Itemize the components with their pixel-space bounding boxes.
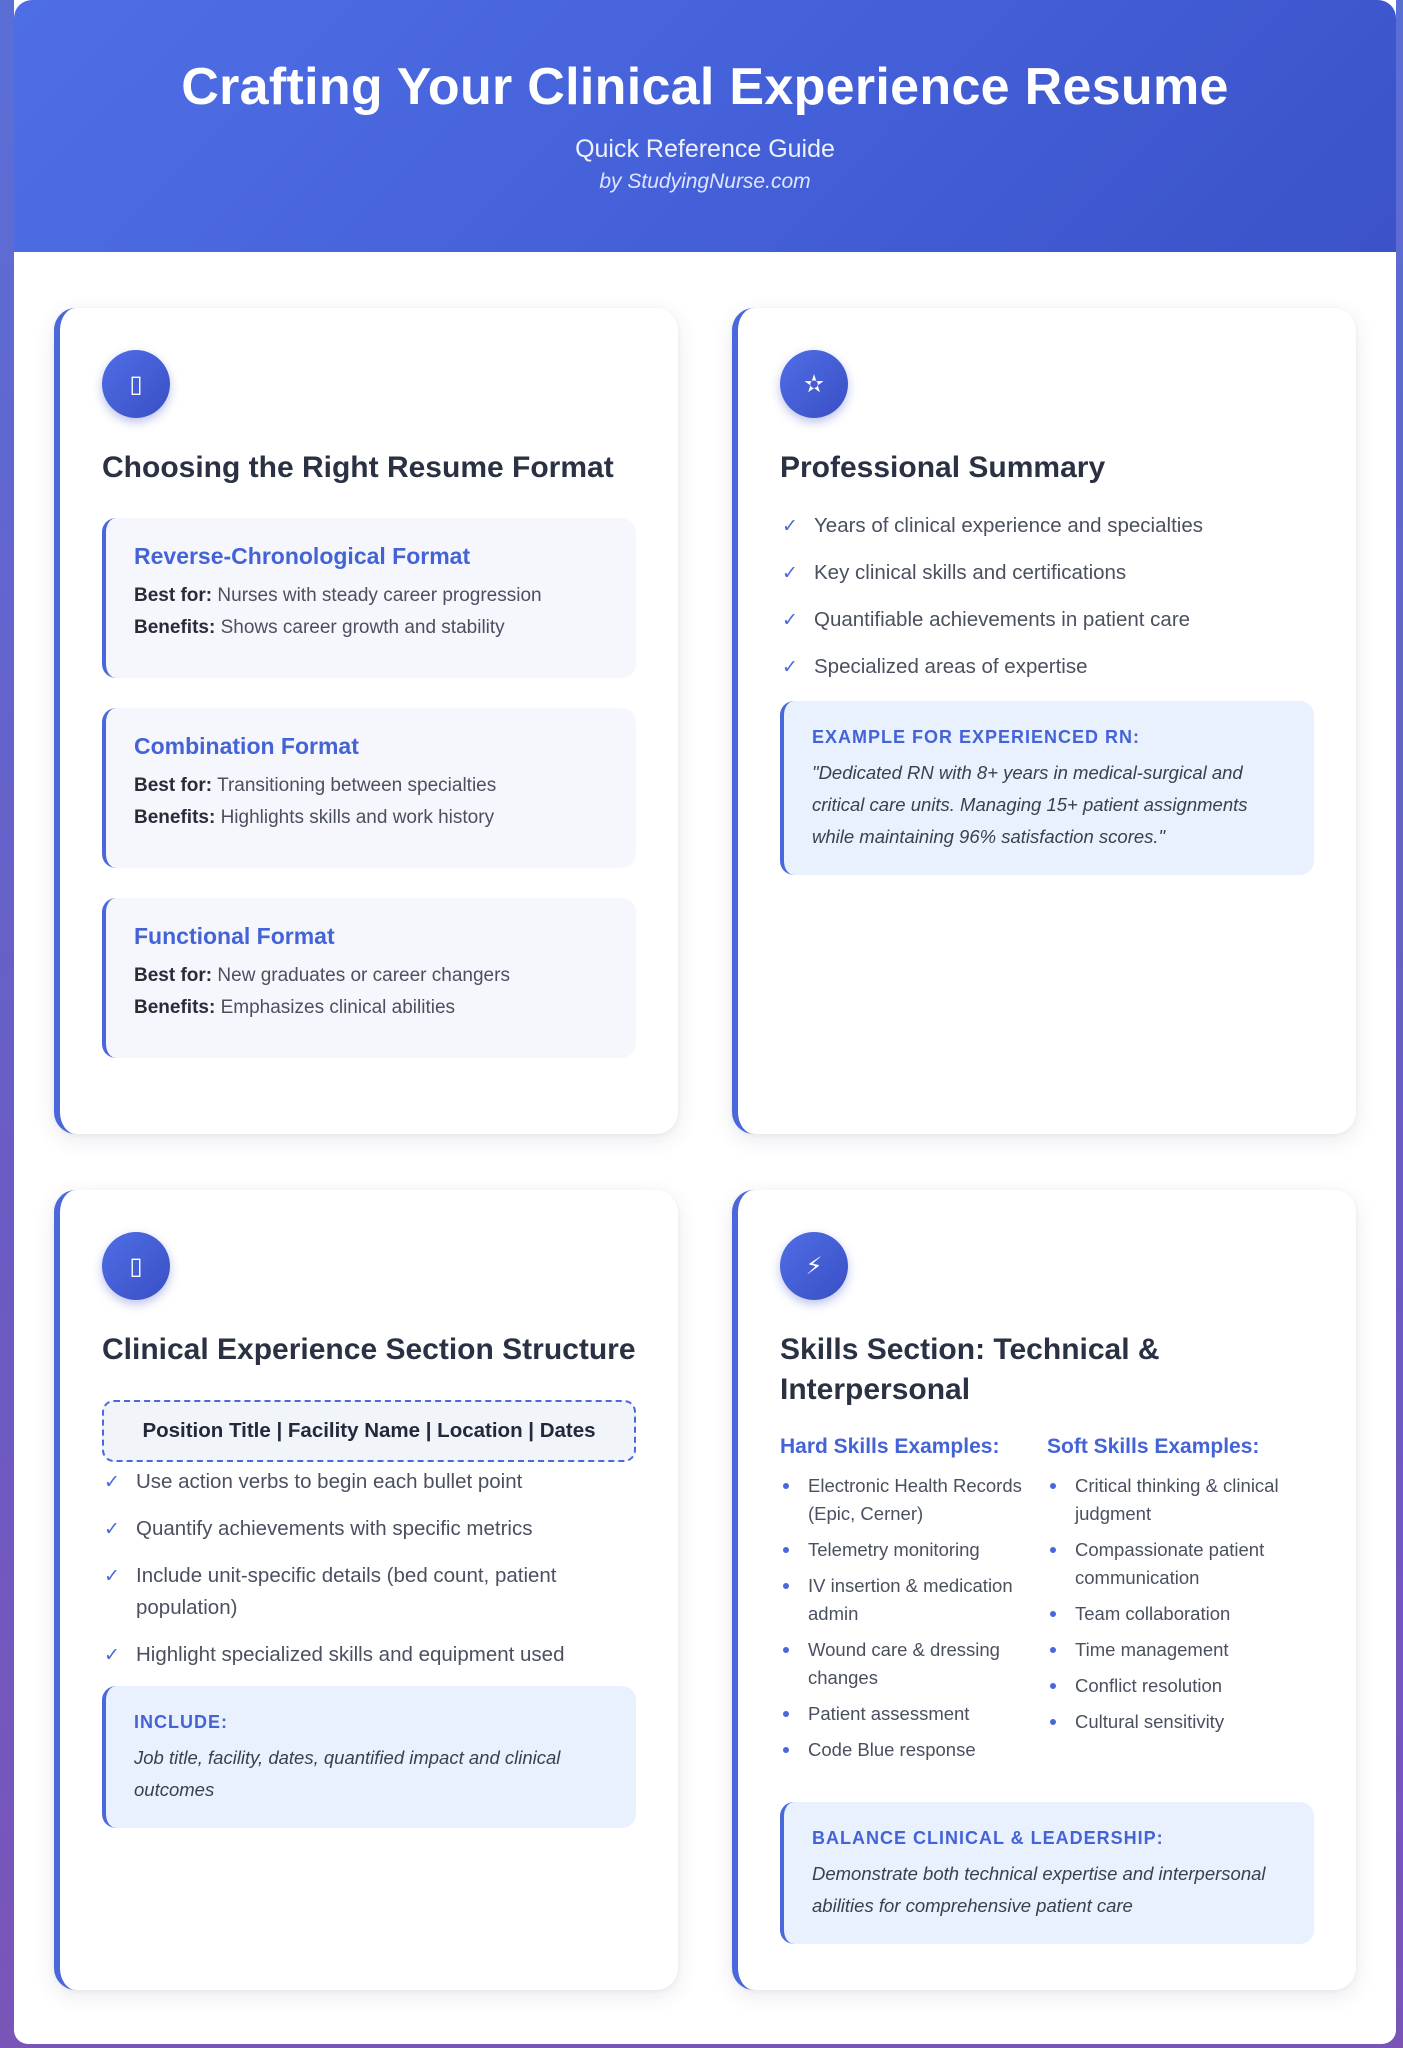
skills-columns <box>780 1434 1314 1772</box>
include-note <box>102 1686 636 1828</box>
hard-skills-column <box>780 1434 1047 1772</box>
list-item: ✓ Specialized areas of expertise <box>780 651 1314 683</box>
example-note-title: EXAMPLE FOR EXPERIENCED RN: <box>812 727 1141 747</box>
format-benefits: Benefits: Emphasizes clinical abilities <box>134 997 456 1018</box>
structure-template: Position Title | Facility Name | Location | Dates <box>102 1400 636 1462</box>
list-item: Team collaboration <box>1047 1600 1314 1628</box>
document-icon: ▯ <box>102 350 170 418</box>
list-item: Wound care & dressing changes <box>780 1636 1047 1692</box>
document-icon: ▯ <box>102 1232 170 1300</box>
list-item: ✓ Years of clinical experience and specialties <box>780 510 1314 542</box>
list-item: Time management <box>1047 1636 1314 1664</box>
list-item: Telemetry monitoring <box>780 1536 1047 1564</box>
experience-checklist <box>102 1466 636 1671</box>
soft-skills-list <box>1047 1472 1314 1736</box>
experience-card-title: Clinical Experience Section Structure <box>102 1333 636 1366</box>
list-item: ✓ Use action verbs to begin each bullet point <box>102 1466 636 1498</box>
format-box-reverse-chronological <box>102 518 636 678</box>
format-best-for: Best for: Nurses with steady career progression <box>134 585 542 606</box>
check-icon: ✓ <box>104 1471 120 1493</box>
check-icon: ✓ <box>782 562 798 584</box>
lightning-icon: ⚡ <box>780 1232 848 1300</box>
list-item: ✓ Highlight specialized skills and equipment used <box>102 1639 636 1671</box>
balance-note <box>780 1802 1314 1944</box>
skills-card-title: Skills Section: Technical & Interpersonal <box>780 1333 1160 1406</box>
list-item: ✓ Quantify achievements with specific metrics <box>102 1513 636 1545</box>
page-header <box>14 0 1396 252</box>
example-note <box>780 701 1314 875</box>
example-note-text: "Dedicated RN with 8+ years in medical-surgical and critical care units. Managing 15+ patient assignments while maintaining 96% satisfaction scores." <box>812 762 1248 847</box>
format-benefits: Benefits: Highlights skills and work history <box>134 807 495 828</box>
include-note-title: INCLUDE: <box>134 1712 228 1732</box>
check-icon: ✓ <box>782 609 798 631</box>
summary-card <box>732 308 1356 1134</box>
check-icon: ✓ <box>104 1518 120 1540</box>
balance-note-text: Demonstrate both technical expertise and interpersonal abilities for comprehensive patient care <box>812 1863 1266 1916</box>
format-name: Functional Format <box>134 923 335 949</box>
page-sheet <box>14 0 1396 2044</box>
check-icon: ✓ <box>782 515 798 537</box>
format-name: Combination Format <box>134 733 359 759</box>
list-item: Code Blue response <box>780 1736 1047 1764</box>
format-box-combination <box>102 708 636 868</box>
hard-skills-list <box>780 1472 1047 1764</box>
format-card <box>54 308 678 1134</box>
list-item: Compassionate patient communication <box>1047 1536 1314 1592</box>
list-item: ✓ Key clinical skills and certifications <box>780 557 1314 589</box>
soft-skills-title: Soft Skills Examples: <box>1047 1435 1260 1458</box>
format-best-for: Best for: New graduates or career changers <box>134 965 510 986</box>
list-item: ✓ Quantifiable achievements in patient care <box>780 604 1314 636</box>
list-item: ✓ Include unit-specific details (bed count, patient population) <box>102 1560 636 1624</box>
hard-skills-title: Hard Skills Examples: <box>780 1435 1000 1458</box>
page-byline: by StudyingNurse.com <box>599 170 811 193</box>
summary-checklist <box>780 510 1314 683</box>
list-item: Critical thinking & clinical judgment <box>1047 1472 1314 1528</box>
format-best-for: Best for: Transitioning between specialties <box>134 775 497 796</box>
list-item: IV insertion & medication admin <box>780 1572 1047 1628</box>
summary-card-title: Professional Summary <box>780 451 1106 484</box>
soft-skills-column <box>1047 1434 1314 1772</box>
page-title: Crafting Your Clinical Experience Resume <box>181 58 1229 116</box>
check-icon: ✓ <box>104 1565 120 1587</box>
format-name: Reverse-Chronological Format <box>134 543 471 569</box>
stars-icon: ✫ <box>780 350 848 418</box>
list-item: Cultural sensitivity <box>1047 1708 1314 1736</box>
list-item: Electronic Health Records (Epic, Cerner) <box>780 1472 1047 1528</box>
include-note-text: Job title, facility, dates, quantified impact and clinical outcomes <box>134 1747 561 1800</box>
format-box-functional <box>102 898 636 1058</box>
check-icon: ✓ <box>104 1644 120 1666</box>
format-card-title: Choosing the Right Resume Format <box>102 451 614 484</box>
list-item: Conflict resolution <box>1047 1672 1314 1700</box>
experience-card <box>54 1190 678 1990</box>
list-item: Patient assessment <box>780 1700 1047 1728</box>
page-subtitle: Quick Reference Guide <box>575 135 835 163</box>
balance-note-title: BALANCE CLINICAL & LEADERSHIP: <box>812 1828 1164 1848</box>
format-benefits: Benefits: Shows career growth and stability <box>134 617 505 638</box>
check-icon: ✓ <box>782 656 798 678</box>
skills-card <box>732 1190 1356 1990</box>
